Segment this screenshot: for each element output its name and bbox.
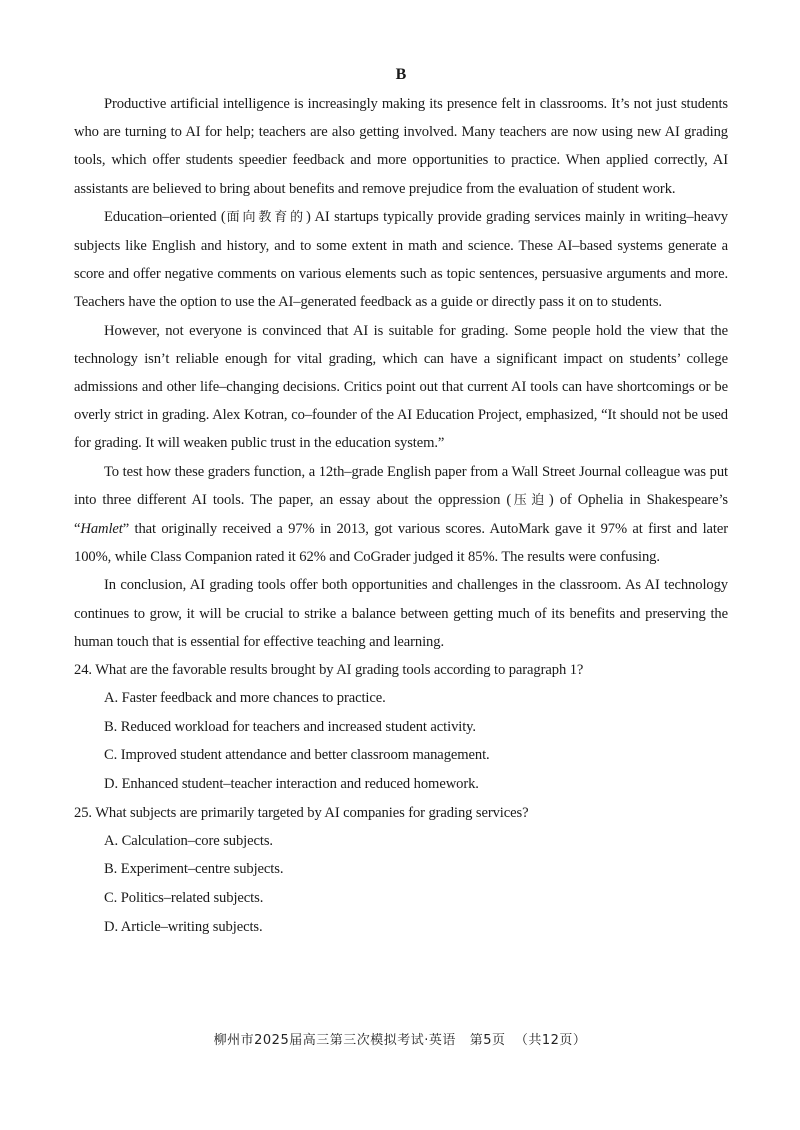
option-letter: B.: [104, 718, 118, 735]
section-title: B: [395, 66, 407, 83]
option-text: Experiment–centre subjects.: [120, 861, 284, 878]
exam-page: [74, 62, 728, 941]
question-24: [74, 656, 728, 799]
text-run: Productive artificial intelligence is increasingly making its presence felt in classrooms. It’s not just students who are turning to AI for help; teachers are also getting involved. Many teachers are now using new AI grading tools, which offer students speedier feedback and more opportunities to practice. When applied correctly, AI assistants are believed to bring about benefits and remove prejudice from the evaluation of student work.: [74, 96, 728, 197]
option-text: Faster feedback and more chances to practice.: [121, 690, 386, 707]
question-text: What are the favorable results brought by AI grading tools according to paragraph 1?: [95, 662, 584, 679]
passage-paragraph-4: [74, 458, 728, 572]
option-letter: A.: [104, 832, 118, 849]
question-stem: [74, 799, 728, 827]
option-letter: D.: [104, 918, 118, 935]
option-text: Enhanced student–teacher interaction and reduced homework.: [121, 776, 479, 793]
option-letter: B.: [104, 861, 118, 878]
option-letter: A.: [104, 690, 118, 707]
option-letter: C.: [104, 890, 118, 907]
chinese-gloss: 面向教育的: [225, 209, 307, 225]
option-text: Calculation–core subjects.: [121, 832, 273, 849]
italic-title: Hamlet: [80, 521, 123, 538]
text-run: However, not everyone is convinced that AI is suitable for grading. Some people hold the view that the technology isn’t reliable enough for vital grading, which can have a significant impact on students’ college admissions and other life–changing decisions. Critics point out that current AI tools can have shortcomings or be overly strict in grading. Alex Kotran, co–founder of the AI Education Project, emphasized, “It should not be used for grading. It will weaken public trust in the education system.”: [74, 322, 728, 452]
passage-paragraph-5: [74, 571, 728, 656]
option-c: [104, 884, 728, 913]
option-b: [104, 855, 728, 884]
text-run: To test how these graders function, a 12th–grade English paper from a Wall Street Journal colleague was put into three different AI tools. The paper, an essay about the oppression (: [74, 463, 728, 508]
question-number: 24.: [74, 662, 92, 679]
question-number: 25.: [74, 804, 92, 821]
reading-passage: [74, 90, 728, 656]
passage-paragraph-3: [74, 317, 728, 458]
option-text: Improved student attendance and better classroom management.: [120, 747, 490, 764]
option-text: Article–writing subjects.: [120, 918, 263, 935]
option-d: [104, 770, 728, 799]
option-text: Politics–related subjects.: [120, 890, 264, 907]
passage-paragraph-2: [74, 203, 728, 317]
exam-title: 柳州市2025届高三第三次模拟考试·英语: [213, 1033, 456, 1048]
option-b: [104, 713, 728, 742]
text-run: ” that originally received a 97% in 2013, got various scores. AutoMark gave it 97% at first and later 100%, while Class Companion rated it 62% and CoGrader judged it 85%. The results were confusing.: [74, 521, 728, 566]
option-a: [104, 827, 728, 856]
option-d: [104, 913, 728, 942]
total-pages: （共12页）: [514, 1033, 587, 1048]
text-run: In conclusion, AI grading tools offer both opportunities and challenges in the classroom. As AI technology continues to grow, it will be crucial to strike a balance between getting much of its benefits and preserving the human touch that is essential for effective teaching and learning.: [74, 577, 728, 650]
option-text: Reduced workload for teachers and increased student activity.: [120, 718, 476, 735]
chinese-gloss: 压迫: [511, 492, 549, 508]
text-run: Education–oriented (: [104, 208, 226, 225]
passage-paragraph-1: [74, 90, 728, 203]
page-footer: [0, 1029, 800, 1048]
question-text: What subjects are primarily targeted by AI companies for grading services?: [95, 804, 529, 821]
question-stem: [74, 656, 728, 684]
page-number: 第5页: [469, 1033, 506, 1048]
option-letter: D.: [104, 776, 118, 793]
question-25: [74, 799, 728, 942]
option-a: [104, 684, 728, 713]
text-run: ) AI startups typically provide grading services mainly in writing–heavy subjects like English and history, and to some extent in math and science. These AI–based systems generate a score and offer negative comments on various elements such as topic sentences, persuasive arguments and more. Teachers have the option to use the AI–generated feedback as a guide or directly pass it on to students.: [74, 208, 728, 311]
text-run: ) of Ophelia in Shakespeare’s “: [74, 491, 728, 538]
option-letter: C.: [104, 747, 118, 764]
option-c: [104, 741, 728, 770]
